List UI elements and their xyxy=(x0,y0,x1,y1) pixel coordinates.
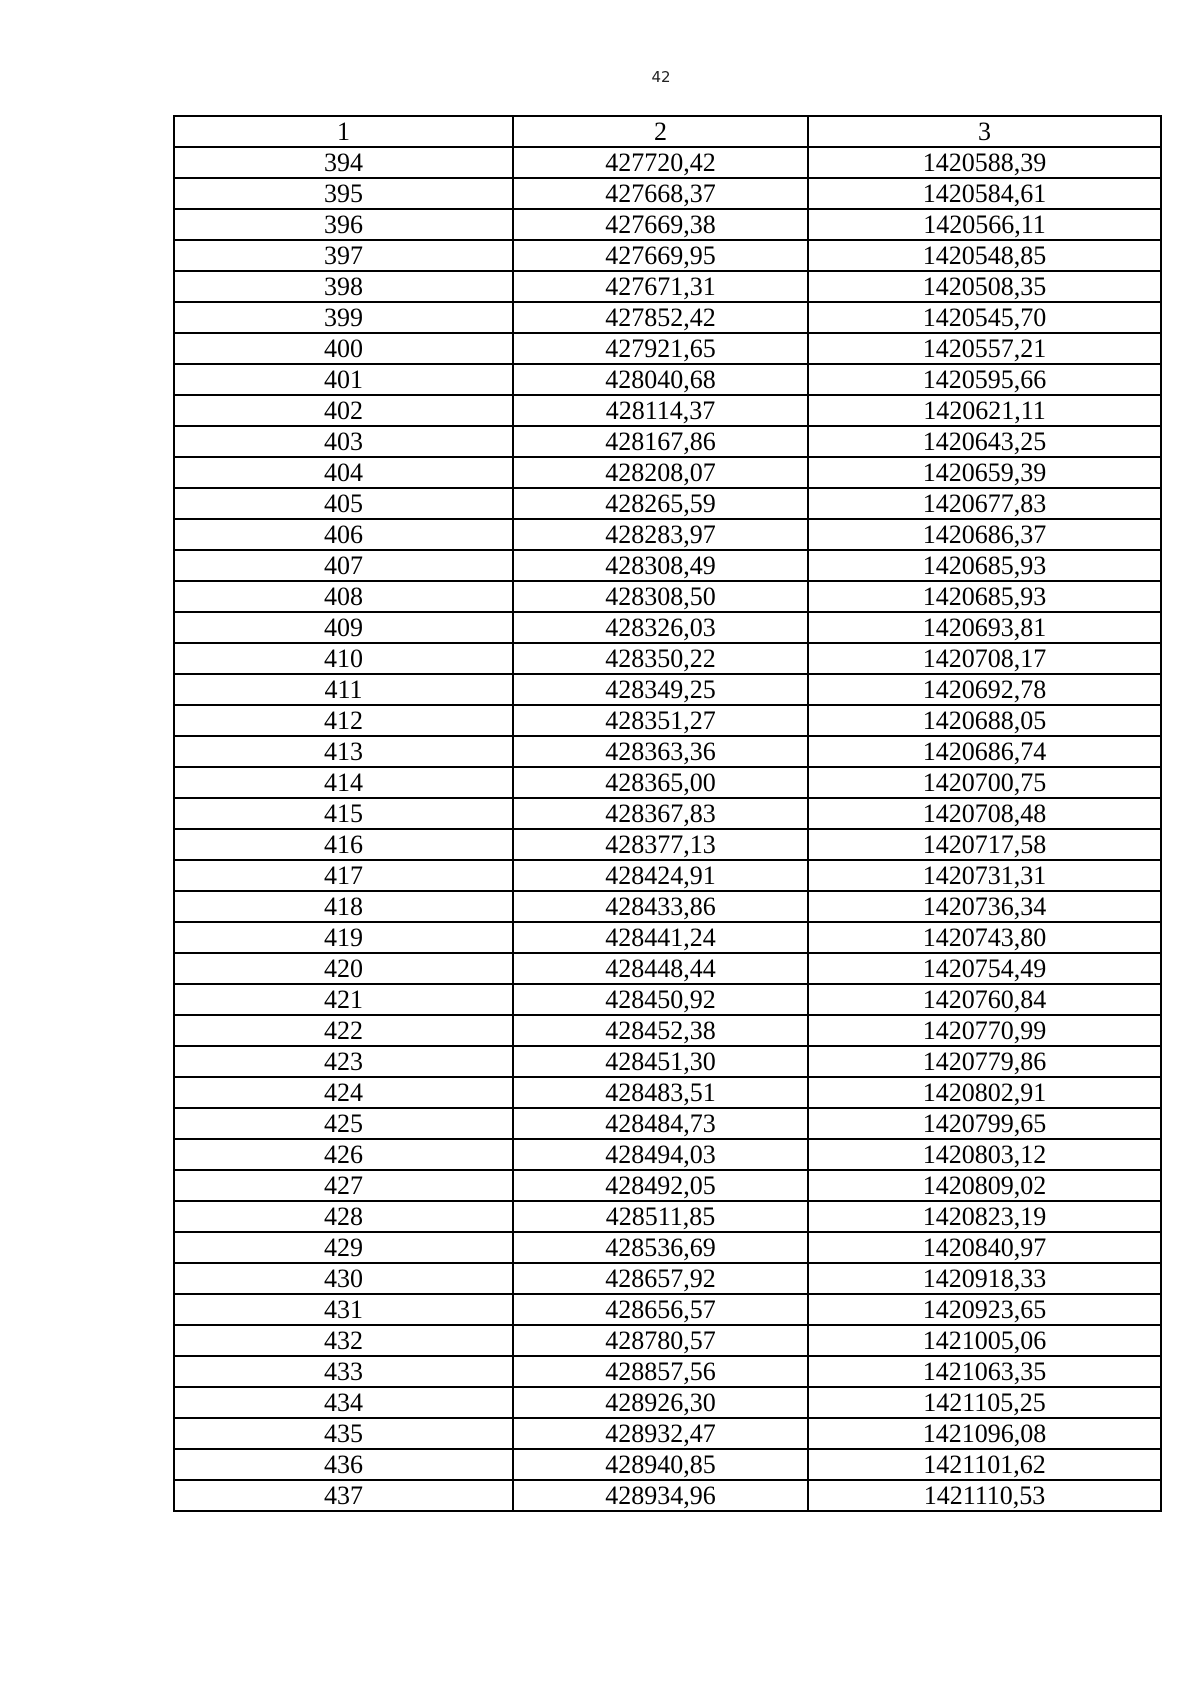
point-number-cell: 430 xyxy=(174,1263,513,1294)
x-coordinate-cell: 428492,05 xyxy=(513,1170,808,1201)
table-row xyxy=(174,1232,1161,1263)
table-row xyxy=(174,240,1161,271)
point-number-cell: 422 xyxy=(174,1015,513,1046)
x-coordinate-cell: 428484,73 xyxy=(513,1108,808,1139)
point-number-cell: 411 xyxy=(174,674,513,705)
table-row xyxy=(174,1356,1161,1387)
table-row xyxy=(174,643,1161,674)
y-coordinate-cell: 1420686,74 xyxy=(808,736,1161,767)
table-row xyxy=(174,1015,1161,1046)
table-row xyxy=(174,426,1161,457)
point-number-cell: 394 xyxy=(174,147,513,178)
x-coordinate-cell: 428657,92 xyxy=(513,1263,808,1294)
y-coordinate-cell: 1420643,25 xyxy=(808,426,1161,457)
point-number-cell: 395 xyxy=(174,178,513,209)
y-coordinate-cell: 1420557,21 xyxy=(808,333,1161,364)
point-number-cell: 433 xyxy=(174,1356,513,1387)
table-row xyxy=(174,1108,1161,1139)
y-coordinate-cell: 1420548,85 xyxy=(808,240,1161,271)
table-body xyxy=(174,147,1161,1511)
table-row xyxy=(174,1201,1161,1232)
point-number-cell: 418 xyxy=(174,891,513,922)
table-row xyxy=(174,395,1161,426)
x-coordinate-cell: 428114,37 xyxy=(513,395,808,426)
point-number-cell: 398 xyxy=(174,271,513,302)
y-coordinate-cell: 1420736,34 xyxy=(808,891,1161,922)
x-coordinate-cell: 428377,13 xyxy=(513,829,808,860)
y-coordinate-cell: 1420779,86 xyxy=(808,1046,1161,1077)
table-row xyxy=(174,1170,1161,1201)
table-row xyxy=(174,178,1161,209)
point-number-cell: 412 xyxy=(174,705,513,736)
y-coordinate-cell: 1420508,35 xyxy=(808,271,1161,302)
x-coordinate-cell: 428350,22 xyxy=(513,643,808,674)
point-number-cell: 417 xyxy=(174,860,513,891)
point-number-cell: 429 xyxy=(174,1232,513,1263)
x-coordinate-cell: 428365,00 xyxy=(513,767,808,798)
table-row xyxy=(174,1077,1161,1108)
y-coordinate-cell: 1420595,66 xyxy=(808,364,1161,395)
point-number-cell: 415 xyxy=(174,798,513,829)
point-number-cell: 432 xyxy=(174,1325,513,1356)
y-coordinate-cell: 1420803,12 xyxy=(808,1139,1161,1170)
point-number-cell: 424 xyxy=(174,1077,513,1108)
y-coordinate-cell: 1420809,02 xyxy=(808,1170,1161,1201)
x-coordinate-cell: 428283,97 xyxy=(513,519,808,550)
table-row xyxy=(174,798,1161,829)
point-number-cell: 426 xyxy=(174,1139,513,1170)
point-number-cell: 416 xyxy=(174,829,513,860)
y-coordinate-cell: 1420840,97 xyxy=(808,1232,1161,1263)
table-row xyxy=(174,271,1161,302)
table-row xyxy=(174,984,1161,1015)
table-header-row xyxy=(174,116,1161,147)
table-row xyxy=(174,488,1161,519)
column-header-1: 1 xyxy=(174,116,513,147)
point-number-cell: 435 xyxy=(174,1418,513,1449)
x-coordinate-cell: 428656,57 xyxy=(513,1294,808,1325)
y-coordinate-cell: 1420588,39 xyxy=(808,147,1161,178)
x-coordinate-cell: 427921,65 xyxy=(513,333,808,364)
table-row xyxy=(174,209,1161,240)
y-coordinate-cell: 1420686,37 xyxy=(808,519,1161,550)
y-coordinate-cell: 1420685,93 xyxy=(808,550,1161,581)
table-row xyxy=(174,1449,1161,1480)
point-number-cell: 436 xyxy=(174,1449,513,1480)
x-coordinate-cell: 428265,59 xyxy=(513,488,808,519)
point-number-cell: 413 xyxy=(174,736,513,767)
table-row xyxy=(174,1046,1161,1077)
table-row xyxy=(174,364,1161,395)
x-coordinate-cell: 428424,91 xyxy=(513,860,808,891)
table-row xyxy=(174,736,1161,767)
x-coordinate-cell: 428351,27 xyxy=(513,705,808,736)
point-number-cell: 410 xyxy=(174,643,513,674)
table-row xyxy=(174,1325,1161,1356)
page-number: 42 xyxy=(651,68,671,86)
table-row xyxy=(174,1480,1161,1511)
y-coordinate-cell: 1420918,33 xyxy=(808,1263,1161,1294)
x-coordinate-cell: 428167,86 xyxy=(513,426,808,457)
y-coordinate-cell: 1420754,49 xyxy=(808,953,1161,984)
y-coordinate-cell: 1420685,93 xyxy=(808,581,1161,612)
table-row xyxy=(174,581,1161,612)
table-row xyxy=(174,519,1161,550)
y-coordinate-cell: 1420692,78 xyxy=(808,674,1161,705)
table-row xyxy=(174,612,1161,643)
table-row xyxy=(174,1294,1161,1325)
table-row xyxy=(174,829,1161,860)
x-coordinate-cell: 427668,37 xyxy=(513,178,808,209)
y-coordinate-cell: 1420545,70 xyxy=(808,302,1161,333)
point-number-cell: 400 xyxy=(174,333,513,364)
x-coordinate-cell: 428494,03 xyxy=(513,1139,808,1170)
table-row xyxy=(174,922,1161,953)
point-number-cell: 404 xyxy=(174,457,513,488)
x-coordinate-cell: 427720,42 xyxy=(513,147,808,178)
table-row xyxy=(174,1418,1161,1449)
y-coordinate-cell: 1420566,11 xyxy=(808,209,1161,240)
point-number-cell: 408 xyxy=(174,581,513,612)
x-coordinate-cell: 427852,42 xyxy=(513,302,808,333)
x-coordinate-cell: 428349,25 xyxy=(513,674,808,705)
table-row xyxy=(174,1139,1161,1170)
y-coordinate-cell: 1421063,35 xyxy=(808,1356,1161,1387)
y-coordinate-cell: 1420770,99 xyxy=(808,1015,1161,1046)
x-coordinate-cell: 428452,38 xyxy=(513,1015,808,1046)
x-coordinate-cell: 428940,85 xyxy=(513,1449,808,1480)
point-number-cell: 414 xyxy=(174,767,513,798)
x-coordinate-cell: 428441,24 xyxy=(513,922,808,953)
y-coordinate-cell: 1420700,75 xyxy=(808,767,1161,798)
y-coordinate-cell: 1420708,17 xyxy=(808,643,1161,674)
table-row xyxy=(174,705,1161,736)
x-coordinate-cell: 427671,31 xyxy=(513,271,808,302)
x-coordinate-cell: 428780,57 xyxy=(513,1325,808,1356)
x-coordinate-cell: 428932,47 xyxy=(513,1418,808,1449)
point-number-cell: 427 xyxy=(174,1170,513,1201)
table-row xyxy=(174,891,1161,922)
y-coordinate-cell: 1421005,06 xyxy=(808,1325,1161,1356)
y-coordinate-cell: 1420717,58 xyxy=(808,829,1161,860)
point-number-cell: 423 xyxy=(174,1046,513,1077)
y-coordinate-cell: 1420693,81 xyxy=(808,612,1161,643)
x-coordinate-cell: 428450,92 xyxy=(513,984,808,1015)
x-coordinate-cell: 428040,68 xyxy=(513,364,808,395)
point-number-cell: 397 xyxy=(174,240,513,271)
x-coordinate-cell: 428926,30 xyxy=(513,1387,808,1418)
y-coordinate-cell: 1420731,31 xyxy=(808,860,1161,891)
x-coordinate-cell: 428511,85 xyxy=(513,1201,808,1232)
coordinates-table xyxy=(173,115,1162,1512)
x-coordinate-cell: 428326,03 xyxy=(513,612,808,643)
x-coordinate-cell: 428308,50 xyxy=(513,581,808,612)
point-number-cell: 407 xyxy=(174,550,513,581)
x-coordinate-cell: 428536,69 xyxy=(513,1232,808,1263)
x-coordinate-cell: 428308,49 xyxy=(513,550,808,581)
y-coordinate-cell: 1420802,91 xyxy=(808,1077,1161,1108)
point-number-cell: 396 xyxy=(174,209,513,240)
y-coordinate-cell: 1421096,08 xyxy=(808,1418,1161,1449)
point-number-cell: 403 xyxy=(174,426,513,457)
point-number-cell: 402 xyxy=(174,395,513,426)
table-row xyxy=(174,302,1161,333)
table-header xyxy=(174,116,1161,147)
x-coordinate-cell: 428934,96 xyxy=(513,1480,808,1511)
x-coordinate-cell: 427669,95 xyxy=(513,240,808,271)
point-number-cell: 421 xyxy=(174,984,513,1015)
y-coordinate-cell: 1420584,61 xyxy=(808,178,1161,209)
y-coordinate-cell: 1420760,84 xyxy=(808,984,1161,1015)
table-row xyxy=(174,550,1161,581)
table-row xyxy=(174,953,1161,984)
point-number-cell: 428 xyxy=(174,1201,513,1232)
table-row xyxy=(174,767,1161,798)
y-coordinate-cell: 1420923,65 xyxy=(808,1294,1161,1325)
point-number-cell: 405 xyxy=(174,488,513,519)
point-number-cell: 425 xyxy=(174,1108,513,1139)
y-coordinate-cell: 1420688,05 xyxy=(808,705,1161,736)
x-coordinate-cell: 428367,83 xyxy=(513,798,808,829)
column-header-3: 3 xyxy=(808,116,1161,147)
point-number-cell: 437 xyxy=(174,1480,513,1511)
y-coordinate-cell: 1420743,80 xyxy=(808,922,1161,953)
x-coordinate-cell: 428483,51 xyxy=(513,1077,808,1108)
y-coordinate-cell: 1420659,39 xyxy=(808,457,1161,488)
point-number-cell: 409 xyxy=(174,612,513,643)
x-coordinate-cell: 428363,36 xyxy=(513,736,808,767)
x-coordinate-cell: 428448,44 xyxy=(513,953,808,984)
table-row xyxy=(174,147,1161,178)
y-coordinate-cell: 1421110,53 xyxy=(808,1480,1161,1511)
table-row xyxy=(174,1263,1161,1294)
table-row xyxy=(174,457,1161,488)
x-coordinate-cell: 428857,56 xyxy=(513,1356,808,1387)
table-row xyxy=(174,860,1161,891)
y-coordinate-cell: 1420677,83 xyxy=(808,488,1161,519)
x-coordinate-cell: 427669,38 xyxy=(513,209,808,240)
point-number-cell: 401 xyxy=(174,364,513,395)
x-coordinate-cell: 428451,30 xyxy=(513,1046,808,1077)
table-row xyxy=(174,1387,1161,1418)
column-header-2: 2 xyxy=(513,116,808,147)
point-number-cell: 420 xyxy=(174,953,513,984)
x-coordinate-cell: 428208,07 xyxy=(513,457,808,488)
y-coordinate-cell: 1420621,11 xyxy=(808,395,1161,426)
table-row xyxy=(174,674,1161,705)
point-number-cell: 406 xyxy=(174,519,513,550)
point-number-cell: 431 xyxy=(174,1294,513,1325)
x-coordinate-cell: 428433,86 xyxy=(513,891,808,922)
y-coordinate-cell: 1421101,62 xyxy=(808,1449,1161,1480)
table-row xyxy=(174,333,1161,364)
y-coordinate-cell: 1421105,25 xyxy=(808,1387,1161,1418)
point-number-cell: 434 xyxy=(174,1387,513,1418)
y-coordinate-cell: 1420823,19 xyxy=(808,1201,1161,1232)
point-number-cell: 419 xyxy=(174,922,513,953)
y-coordinate-cell: 1420708,48 xyxy=(808,798,1161,829)
y-coordinate-cell: 1420799,65 xyxy=(808,1108,1161,1139)
point-number-cell: 399 xyxy=(174,302,513,333)
